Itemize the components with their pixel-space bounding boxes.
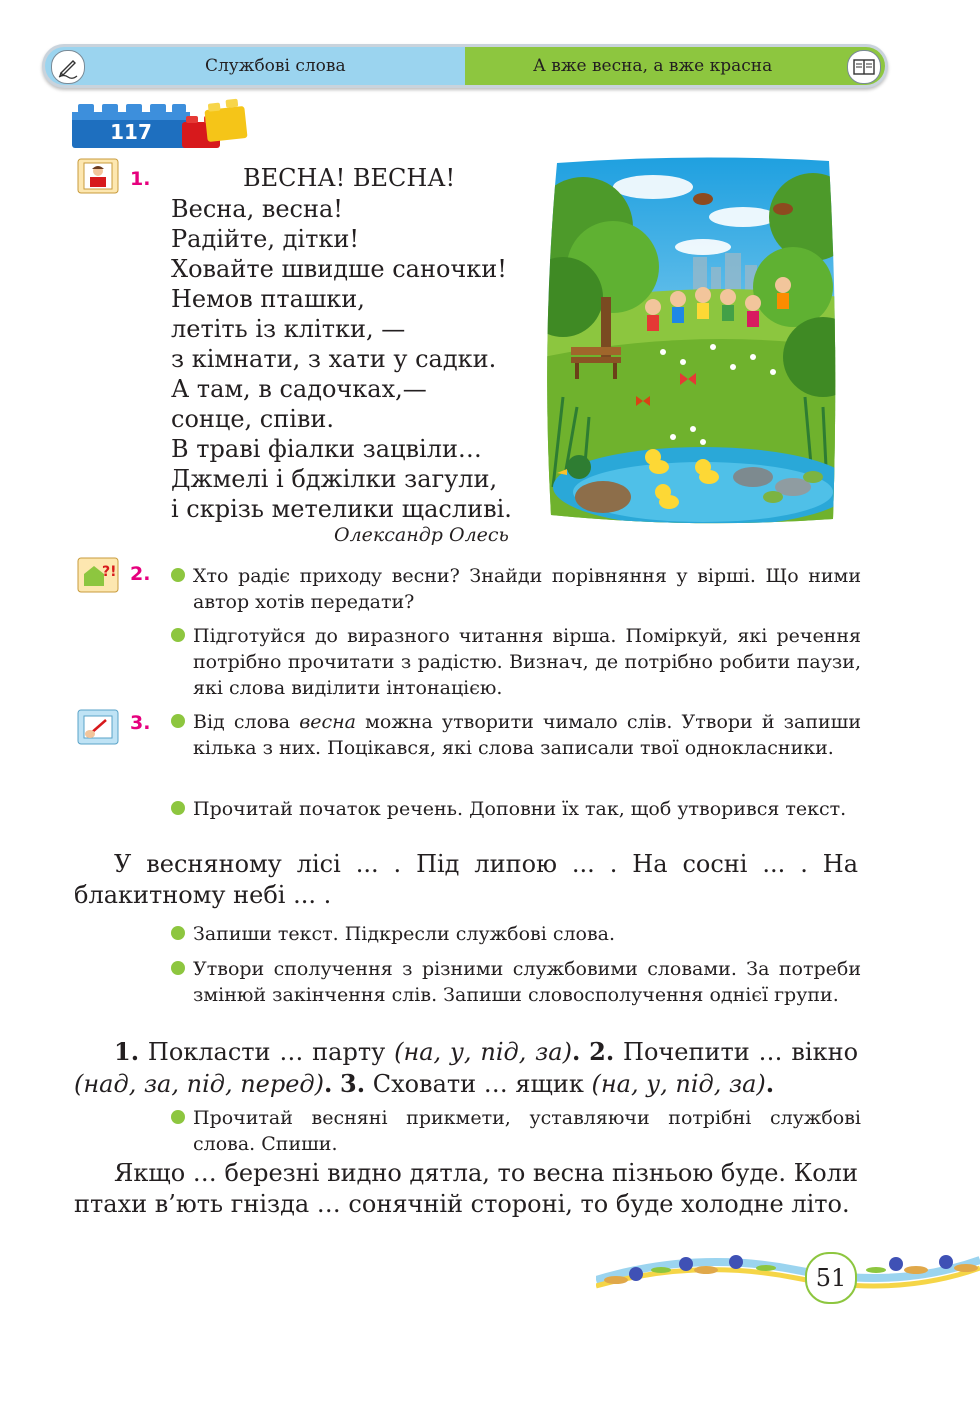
phrase-text: Почепити … вікно [614,1038,859,1066]
question-house-icon [76,556,122,596]
page-header [42,44,888,88]
reading-child-icon [76,157,122,197]
task2-bullet-1 [171,563,861,615]
bullet-text: Хто радіє приходу весни? Знайди порівняння у вірші. Що ними автор хотів передати? [193,565,861,613]
poem-line: А там, в садочках,— [171,375,427,403]
paragraph-text: У весняному лісі ... . Під липою ... . На сосні ... . На блакитному небі ... . [74,850,858,909]
poem-lines [171,194,512,524]
floral-ribbon-ornament [596,1240,980,1304]
phrase-end: . [765,1069,775,1098]
task3-bullet-1 [171,709,861,761]
task2-bullet-2 [171,623,861,701]
page-number: 51 [805,1252,857,1304]
bullet-text: Утвори сполучення з різними службовими словами. За потреби змінюй закінчення слів. Запиши словосполучення однієї групи. [193,958,861,1006]
poem-line: Немов пташки, [171,285,365,313]
phrase-end: . [571,1037,581,1066]
svg-text:?!: ?! [102,564,117,580]
bullet-text [193,709,861,761]
task-number-3: 3. [130,712,151,734]
paragraph-text: Якщо … березні видно дятла, то весна пізньою буде. Коли птахи в’ють гнізда … сонячній стороні, то буде холодне літо. [74,1159,858,1218]
phrase-text: Сховати … ящик [365,1070,592,1098]
task3-bullet-5 [171,1105,861,1157]
poem-line: сонце, співи. [171,405,335,433]
phrase-number: 3. [340,1069,366,1098]
bullet-dot [171,628,185,642]
text-paragraph-2 [74,1158,858,1220]
section-title: Службові слова [205,56,346,76]
poem-line: Весна, весна! [171,195,343,223]
header-section-left [45,47,465,85]
task-number-2: 2. [130,563,151,585]
italic-word: весна [299,711,356,733]
poem-line: В траві фіалки зацвіли… [171,435,482,463]
phrase-options: (на, у, під, за) [591,1070,766,1098]
task3-bullet-3 [171,921,861,947]
exercise-number: 117 [110,120,152,144]
bullet-text: Прочитай початок речень. Доповни їх так, щоб утворився текст. [193,798,847,820]
bullet-dot [171,801,185,815]
writing-hand-icon [76,708,122,748]
book-icon [847,50,881,84]
bullet-text: Підготуйся до виразного читання вірша. Поміркуй, які речення потрібно прочитати з радістю. Визнач, де потрібно робити паузи, які слова виділити інтонацією. [193,625,861,699]
bullet-dot [171,568,185,582]
poem-line: Радійте, дітки! [171,225,360,253]
poem-line: Джмелі і бджілки загули, [171,465,498,493]
bullet-dot [171,926,185,940]
unit-title: А вже весна, а вже красна [533,56,773,76]
poem-title: ВЕСНА! ВЕСНА! [243,164,456,192]
bullet-dot [171,961,185,975]
header-section-right [465,47,885,85]
phrase-options: (на, у, під, за) [394,1038,572,1066]
poem-line: і скрізь метелики щасливі. [171,495,512,523]
bullet-text: Запиши текст. Підкресли службові слова. [193,923,616,945]
poem-line: Ховайте швидше саночки! [171,255,507,283]
phrase-text: Покласти … парту [139,1038,395,1066]
phrases-paragraph [74,1036,858,1100]
pen-icon [51,50,85,84]
poem-line: з кімнати, з хати у садки. [171,345,497,373]
poem-author: Олександр Олесь [334,524,509,546]
spring-park-illustration [543,157,839,525]
task-number-1: 1. [130,168,151,190]
text-paragraph-1 [74,849,858,911]
phrase-number: 1. [114,1037,140,1066]
phrase-number: 2. [589,1037,615,1066]
phrase-options: (над, за, під, перед) [74,1070,325,1098]
text-part: Від слова [193,711,300,733]
poem-line: летіть із клітки, — [171,315,406,343]
phrase-end: . [324,1069,333,1098]
bullet-dot [171,1110,185,1124]
task3-bullet-4 [171,956,861,1008]
task3-bullet-2 [171,796,861,822]
text-part: можна утворити чимало слів. Утвори й запиши кілька з них. Поцікався, які слова записали твої однокласники. [193,711,861,759]
bullet-text: Прочитай весняні прикмети, уставляючи потрібні службові слова. Спиши. [193,1107,861,1155]
bullet-dot [171,714,185,728]
